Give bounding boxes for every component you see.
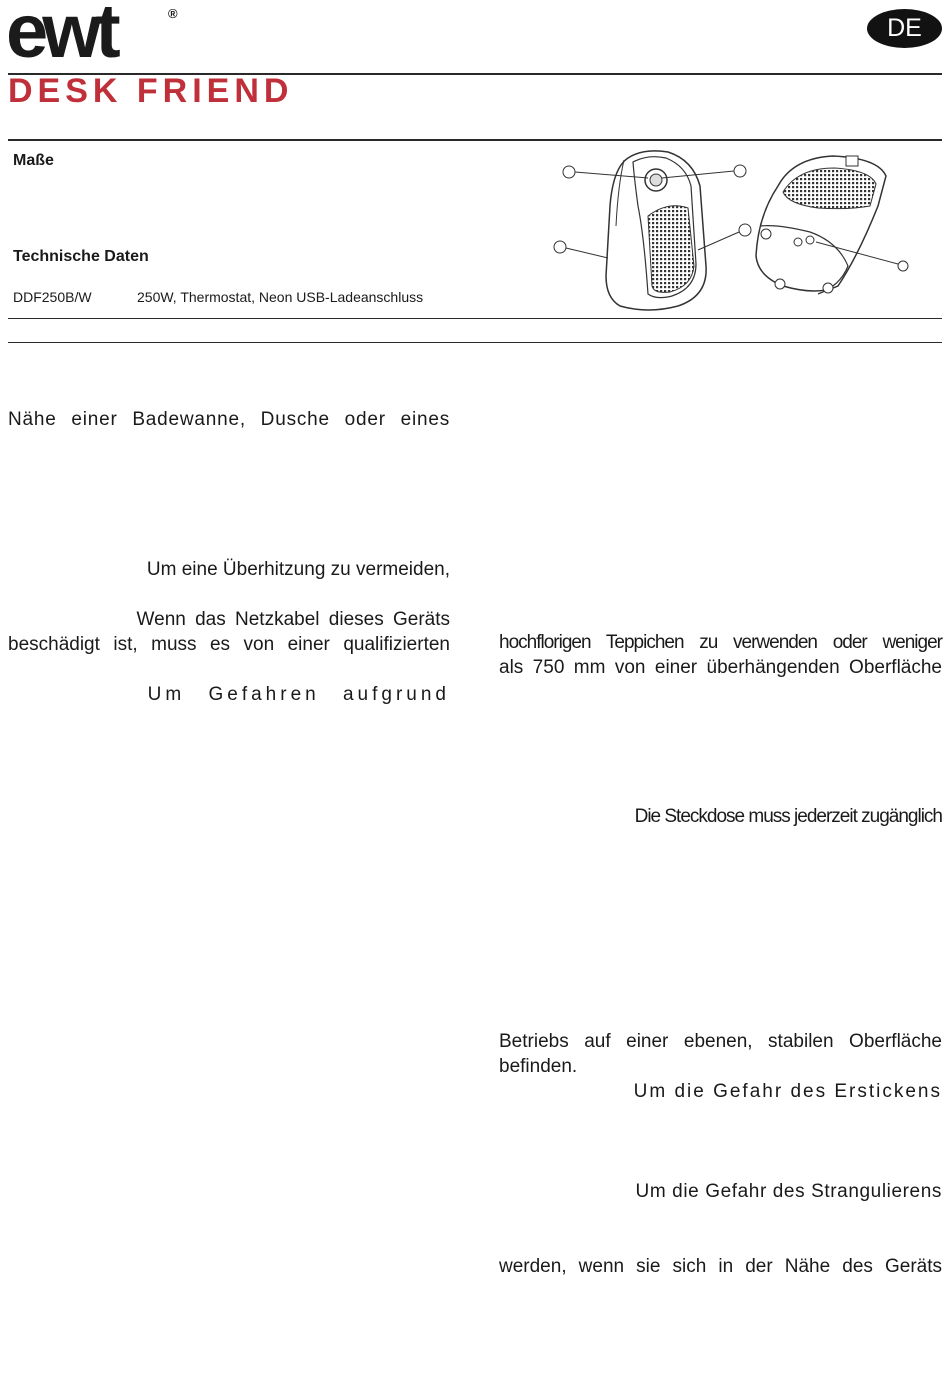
text-line-bathtub: Nähe einer Badewanne, Dusche oder eines (8, 409, 450, 430)
specs-top-divider (8, 139, 942, 141)
specs-bottom-divider (8, 318, 942, 319)
text-line-socket: Die Steckdose muss jederzeit zugänglich (634, 806, 942, 827)
content-top-divider (8, 342, 942, 343)
text-line-carpet-2: als 750 mm von einer überhängenden Oberfläche (499, 657, 942, 678)
usb-port-icon (794, 238, 802, 246)
brand-logo: ewt (6, 0, 115, 74)
tech-data-label: Technische Daten (13, 248, 149, 265)
text-line-carpet-1: hochflorigen Teppichen zu verwenden oder weniger (499, 632, 942, 653)
text-line-surface-2: befinden. (499, 1056, 578, 1077)
text-line-danger: Um Gefahren aufgrund (147, 684, 450, 705)
text-line-children: werden, wenn sie sich in der Nähe des Geräts (499, 1256, 942, 1277)
product-logo: DESK FRIEND (8, 72, 294, 110)
text-line-cable-2: beschädigt ist, muss es von einer qualifizierten (8, 634, 450, 655)
text-line-suffocation: Um die Gefahr des Erstickens (633, 1081, 942, 1102)
registered-mark: ® (168, 6, 178, 21)
text-line-surface-1: Betriebs auf einer ebenen, stabilen Oberfläche (499, 1031, 942, 1052)
model-number: DDF250B/W (13, 289, 92, 305)
model-description: 250W, Thermostat, Neon USB-Ladeanschluss (137, 289, 424, 305)
heater-illustration (548, 146, 918, 318)
text-line-cable-1: Wenn das Netzkabel dieses Geräts (136, 609, 450, 630)
heater-back-view (756, 156, 886, 294)
dimensions-label: Maße (13, 152, 54, 169)
language-badge: DE (867, 9, 942, 48)
text-line-overheat: Um eine Überhitzung zu vermeiden, (146, 559, 450, 580)
text-line-strangulation: Um die Gefahr des Strangulierens (635, 1181, 942, 1202)
header-divider (8, 73, 942, 75)
